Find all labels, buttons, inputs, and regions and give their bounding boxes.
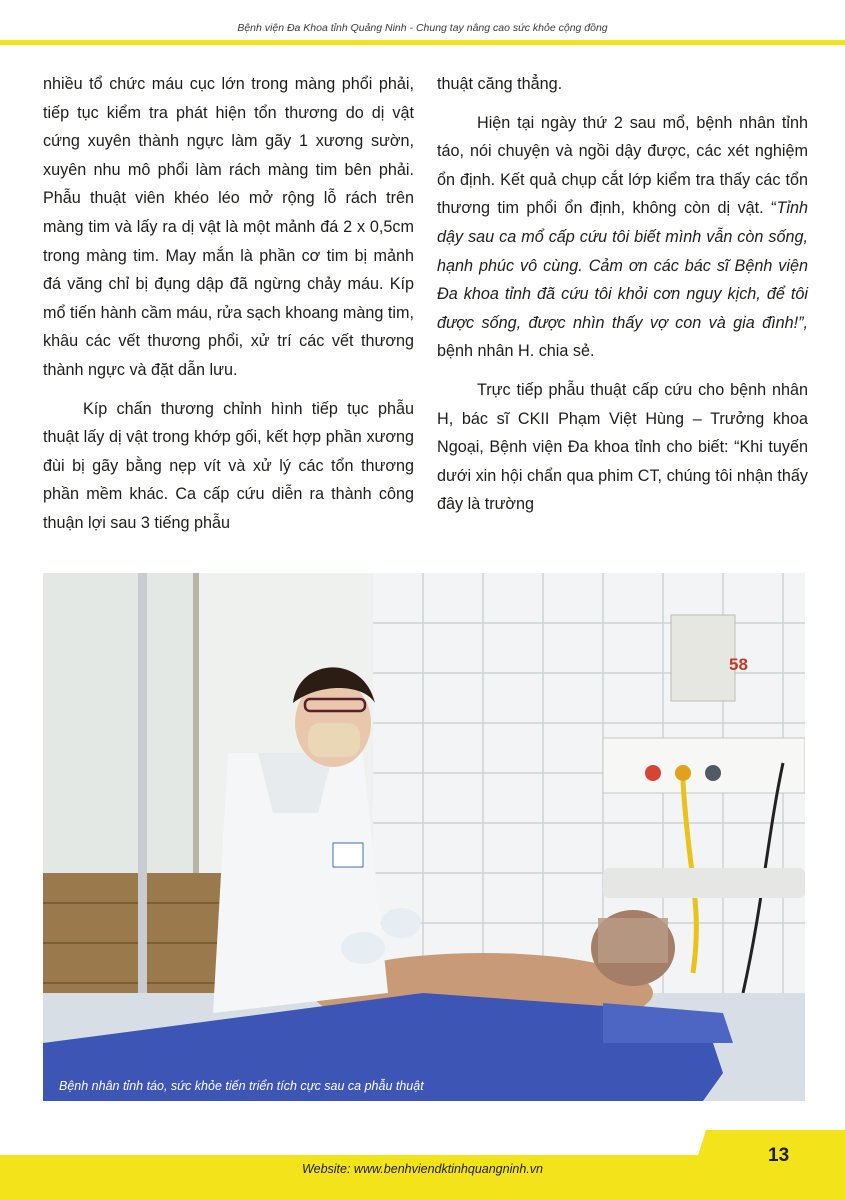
page-header: [0, 0, 845, 38]
hospital-room-photo: [43, 573, 805, 1101]
right-paragraph-2: [437, 109, 808, 366]
footer-website: Website: www.benhviendktinhquangninh.vn: [302, 1162, 543, 1176]
right-paragraph-3: Trực tiếp phẫu thuật cấp cứu cho bệnh nhân H, bác sĩ CKII Phạm Việt Hùng – Trưởng khoa Ngoại, Bệnh viện Đa khoa tỉnh cho biết: “Khi tuyến dưới xin hội chẩn qua phim CT, chúng tôi nhận thấy đây là trường: [437, 380, 808, 514]
right-column: [437, 70, 808, 529]
photo-caption: Bệnh nhân tỉnh táo, sức khỏe tiến triển tích cực sau ca phẫu thuật: [59, 1079, 424, 1093]
article-photo: [43, 573, 805, 1101]
page-number: 13: [768, 1145, 790, 1166]
left-paragraph-2: Kíp chấn thương chỉnh hình tiếp tục phẫu thuật lấy dị vật trong khớp gối, kết hợp phần xương đùi bị gãy bằng nẹp vít và xử lý các tổn thương phần mềm khác. Ca cấp cứu diễn ra thành công thuận lợi sau 3 tiếng phẫu: [43, 399, 414, 532]
right-paragraph-1: thuật căng thẳng.: [437, 75, 563, 93]
header-accent-bar: [0, 40, 845, 45]
header-tagline: Bệnh viện Đa Khoa tỉnh Quảng Ninh - Chung tay nâng cao sức khỏe cộng đồng: [237, 22, 608, 34]
left-paragraph-1: nhiều tổ chức máu cục lớn trong màng phổi phải, tiếp tục kiểm tra phát hiện tổn thương do dị vật cứng xuyên thành ngực làm gãy 1 xương sườn, xuyên nhu mô phổi làm rách màng tim bên phải. Phẫu thuật viên khéo léo mở rộng lỗ rách trên màng tim và lấy ra dị vật là một mảnh đá 2 x 0,5cm trong màng tim. May mắn là phần cơ tim bị mảnh đá văng chỉ bị đụng dập đã ngừng chảy máu. Kíp mổ tiến hành cầm máu, rửa sạch khoang màng tim, khâu các vết thương phổi, xử trí các vết thương thành ngực và đặt dẫn lưu.: [43, 75, 414, 379]
patient-quote: Tỉnh dậy sau ca mổ cấp cứu tôi biết mình vẫn còn sống, hạnh phúc vô cùng. Cảm ơn các bác sĩ Bệnh viện Đa khoa tỉnh đã cứu tôi khỏi cơn nguy kịch, để tôi được sống, được nhìn thấy vợ con và gia đình!”,: [437, 199, 808, 332]
paragraph-tail: bệnh nhân H. chia sẻ.: [437, 342, 595, 361]
left-column: [43, 70, 414, 548]
room-number: 58: [729, 655, 748, 674]
paragraph-lead: Hiện tại ngày thứ 2 sau mổ, bệnh nhân tỉnh táo, nói chuyện và ngồi dậy được, các xét nghiệm ổn định. Kết quả chụp cắt lớp kiểm tra thấy các tổn thương tim phổi ổn định, không còn dị vật. “: [437, 113, 808, 218]
